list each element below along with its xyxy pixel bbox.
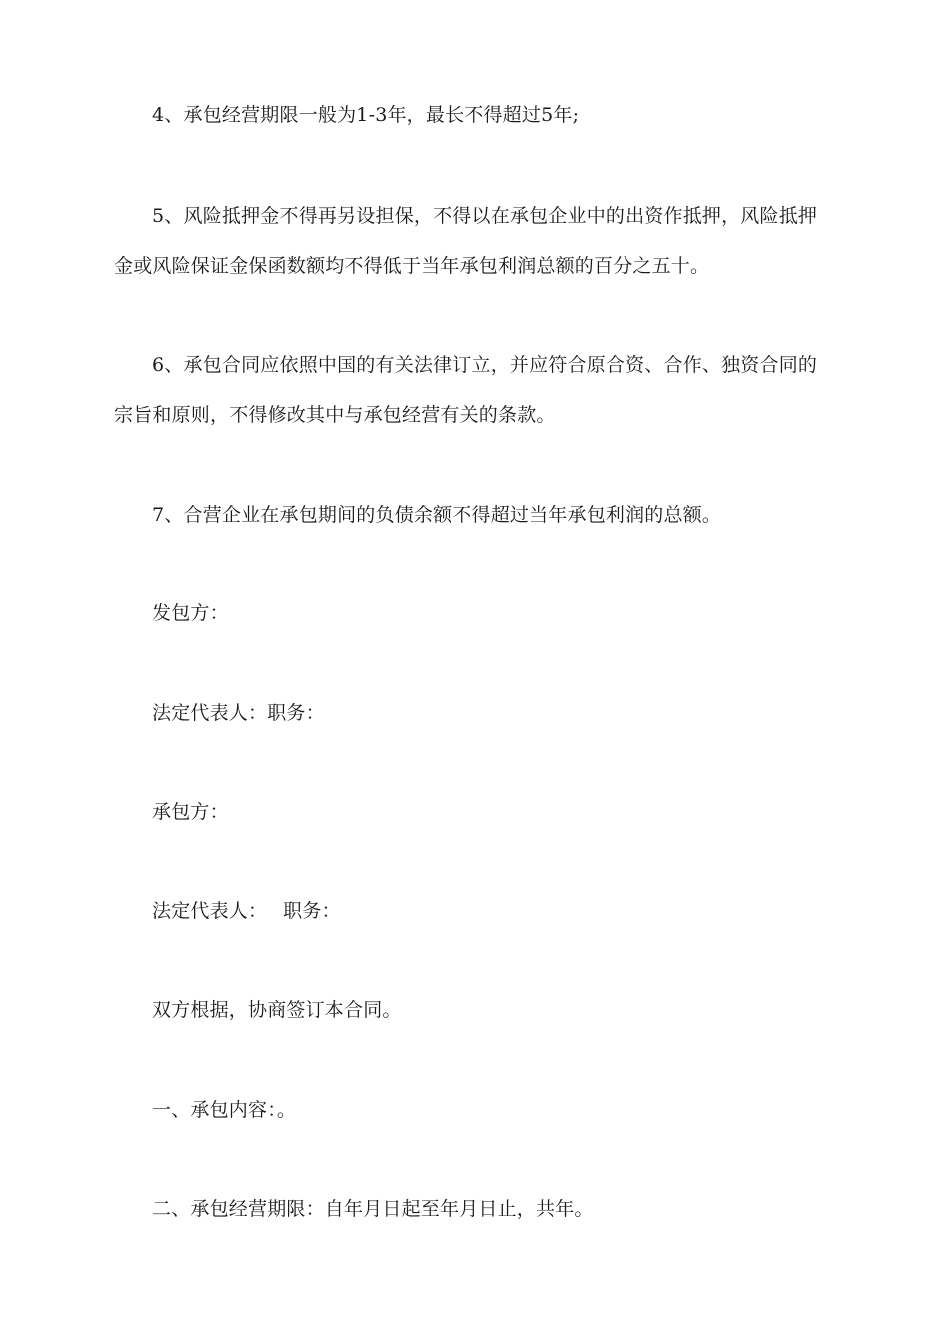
clause-4-term-limit: 4、承包经营期限一般为1-3年，最长不得超过5年;	[152, 104, 580, 126]
contractor-receiver-label: 承包方：	[152, 801, 229, 823]
receiver-legal-representative-line: 法定代表人： 职务：	[152, 900, 341, 922]
clause-5-risk-deposit: 5、风险抵押金不得再另设担保，不得以在承包企业中的出资作抵押，风险抵押金或风险保证金保函数额均不得低于当年承包利润总额的百分之五十。	[114, 205, 818, 277]
issuer-legal-representative-line: 法定代表人：职务：	[152, 702, 325, 724]
section-2-contract-period: 二、承包经营期限：自年月日起至年月日止，共年。	[152, 1198, 594, 1220]
agreement-statement: 双方根据，协商签订本合同。	[152, 999, 402, 1021]
clause-6-contract-law: 6、承包合同应依照中国的有关法律订立，并应符合原合资、合作、独资合同的宗旨和原则，不得修改其中与承包经营有关的条款。	[114, 354, 818, 426]
contractor-issuer-label: 发包方：	[152, 602, 229, 624]
clause-7-debt-balance: 7、合营企业在承包期间的负债余额不得超过当年承包利润的总额。	[152, 504, 722, 526]
section-1-contract-content: 一、承包内容：。	[152, 1099, 297, 1121]
